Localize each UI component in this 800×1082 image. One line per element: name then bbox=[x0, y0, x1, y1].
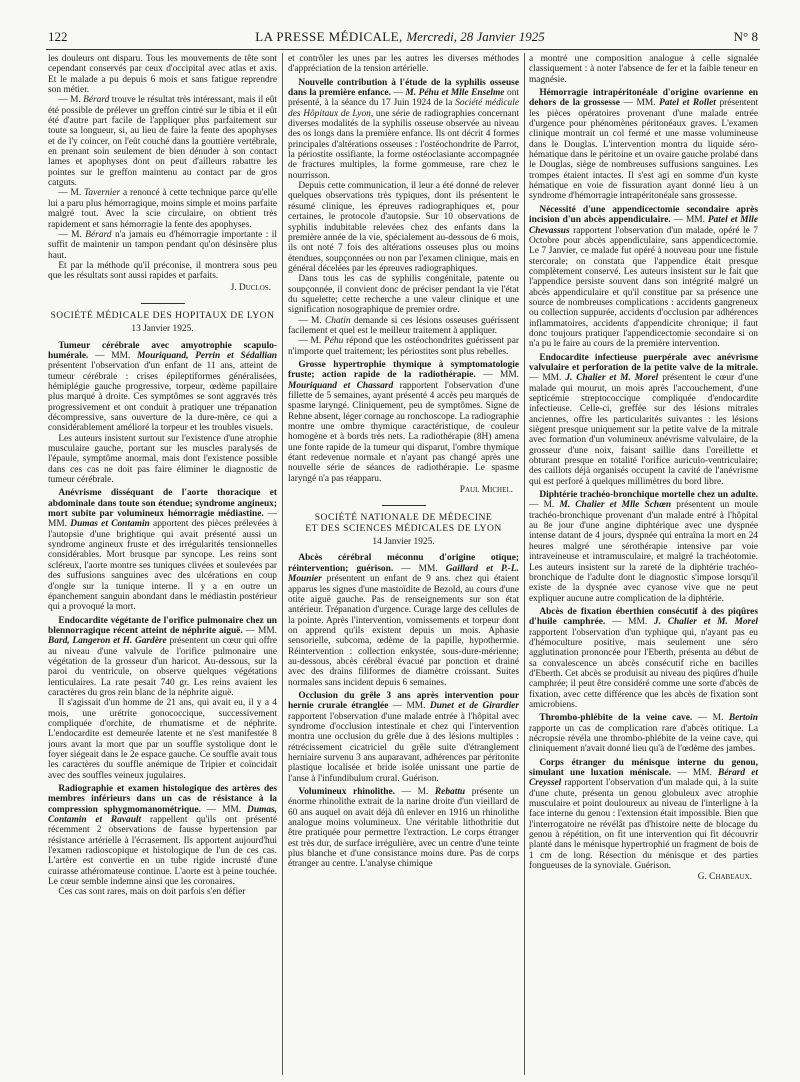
text-run: — MM. bbox=[48, 509, 277, 530]
session-date: 14 Janvier 1925. bbox=[372, 537, 435, 548]
paragraph-title: Endocardite infectieuse puerpérale avec anévrisme valvulaire et perforation de la petite valve de la mitrale. bbox=[529, 352, 758, 373]
session-date: 13 Janvier 1925. bbox=[131, 324, 194, 335]
author-names: Dunet et de Girardier bbox=[429, 701, 519, 712]
text-run: — M. bbox=[58, 95, 84, 106]
section-heading-line: SOCIÉTÉ MÉDICALE DES HOPITAUX DE LYON bbox=[50, 309, 275, 321]
paragraph bbox=[48, 784, 277, 887]
paragraph-title: Abcès cérébral méconnu d'origine otique; réintervention; guérison. bbox=[288, 553, 519, 574]
paragraph bbox=[529, 88, 758, 202]
author-names: Bard, Langeron et H. Gardère bbox=[48, 636, 167, 647]
paragraph-title: Hémorragie intrapéritonéale d'origine ovarienne en dehors de la grossesse bbox=[529, 88, 758, 109]
text-run: — MM. bbox=[242, 625, 277, 636]
text-run: — MM. bbox=[670, 215, 708, 226]
text-run: — MM. bbox=[393, 563, 446, 574]
text-run: rapportent l'observation d'un malade qui, à la suite d'une chute, présenta un genou globuleux avec atrophie musculaire et point douloureux au niveau de l'interligne à la face interne du genou : l'extension était impossible. Bien que l'interrogatoire ne révélât pas d'histoire nette de blocage du genou à répétition, on fit une intervention qui fit découvrir planté dans le ménisque hypertrophié un fragment de bois de 1 cm de long. Résection du ménisque et des parties fongueuses de la synoviale. Guérison. bbox=[529, 778, 758, 872]
column-left bbox=[48, 54, 277, 1076]
italic-run: Bérard bbox=[83, 95, 110, 106]
column-divider bbox=[282, 53, 283, 1075]
section-heading-line: SOCIÉTÉ NATIONALE DE MÉDECINE bbox=[314, 512, 493, 524]
author-names: Patel et Rollet bbox=[659, 98, 716, 109]
text-run: présentent un cœur qui offre au niveau d'une valvule de l'orifice pulmonaire une végétation de la grosseur d'un haricot. Au-dessous, sur la paroi du ventricule, on observe quelques végétations lenticulaires. La rate pesait 740 gr. Les reins avaient les caractères du gros rein blanc de la néphrite aiguë. bbox=[48, 636, 277, 698]
paragraph bbox=[288, 54, 519, 75]
section-heading bbox=[288, 505, 519, 534]
paragraph-title: Tumeur cérébrale avec amyotrophie scapulo-humérale. bbox=[48, 340, 277, 361]
author-names: Mouriquand, Perrin et Sédallian bbox=[137, 350, 277, 361]
paragraph bbox=[288, 336, 519, 357]
paragraph bbox=[48, 95, 277, 188]
paragraph-title: Grosse hypertrophie thymique à symptomatologie fruste; action rapide de la radiothérapie. bbox=[288, 359, 519, 381]
text-run: rapportent l'observation d'une malade entrée à l'hôpital avec syndrome d'occlusion intestinale et chez qui l'intervention montra une occlusion du grêle due à des lésions multiples : rétrécissement cicatriciel du grêle suite d'étranglement herniaire survenu 3 ans auparavant, adhérences par péritonite plastique localisée et bride isolée unissant une partie de l'anse à l'infundibulum crural. Guérison. bbox=[288, 711, 519, 784]
text-run: — MM. bbox=[619, 98, 660, 109]
paragraph bbox=[288, 360, 519, 484]
author-names: Bérard et Creyssel bbox=[529, 768, 758, 789]
paragraph bbox=[48, 434, 277, 486]
paragraph-title: Anévrisme disséquant de l'aorte thoracique et abdominale dans toute son étendue; syndrome angineux; mort subite par volumineux hémorragie médiastine. bbox=[48, 488, 277, 520]
text-run: Ces cas sont rares, mais on doit parfois s'en défier bbox=[58, 887, 246, 898]
paragraph bbox=[288, 316, 519, 337]
paragraph-title: Abcès de fixation éberthien consécutif à des piqûres d'huile camphrée. bbox=[529, 606, 758, 628]
author-names: Patel et Mlle Chevassus bbox=[529, 215, 758, 236]
paragraph-title: Thrombo-phlébite de la veine cave. bbox=[539, 713, 693, 724]
text-run: rapporte un cas de complication rare d'abcès otitique. La nécropsie révéla une thrombo-phlébite de la veine cave, qui cliniquement n'avait donné lieu qu'à de l'œdème des jambes. bbox=[529, 723, 758, 755]
text-run: Depuis cette communication, il leur a été donné de relever quelques observations très typiques, dont ils présentent le résumé clinique, les épreuves radiographiques et, pour certaines, le protocole d'autopsie. Sur 10 observations de syphilis indubitable relevées chez des enfants dans la première année de la vie, spécialement au-dessous de 6 mois, ils ont noté 7 fois des altérations osseuses plus ou moins étendues, soupçonnées ou non par l'examen clinique, mais en général décelées par les épreuves radiographiques. bbox=[288, 181, 519, 274]
text-run: rappellent qu'ils ont présenté récemment 2 observations de fausse hypertension par résistance artérielle à l'écrasement. Ils apportent aujourd'hui l'examen radioscopique et histologique de l'un de ces cas. L'artère est convertie en un tube rigide incrusté d'une cuirasse athéromateuse continue. L'aorte est à peine touchée. Le cœur semble indemne ainsi que les coronaires. bbox=[48, 815, 277, 888]
column-middle bbox=[288, 54, 519, 1076]
text-run: et contrôler les unes par les autres les diverses méthodes d'appréciation de la tension artérielle. bbox=[288, 54, 519, 75]
text-run: — M. bbox=[692, 713, 729, 724]
section-heading bbox=[48, 303, 277, 321]
paragraph bbox=[529, 205, 758, 350]
text-run: — MM. bbox=[88, 350, 138, 361]
paragraph bbox=[288, 181, 519, 274]
paragraph-title: Corps étranger du ménisque interne du genou, simulant une luxation méniscale. bbox=[529, 757, 758, 779]
paragraph bbox=[48, 341, 277, 434]
text-run: apportent des pièces prélevées à l'autopsie d'une brightique qui avait présenté aussi un syndrome angineux fruste et des irrégularités tensionnelles considérables. Mort brusque par syncope. Les reins sont scléreux, l'aorte montre ses tuniques clivées et soulevées par des suffusions sanguines avec des ulcérations en coup d'ongle sur la tunique interne. Il y a en outre un épanchement sanguin abondant dans le médiastin postérieur qui a provoqué la mort. bbox=[48, 519, 277, 613]
paragraph-title: Endocardite végétante de l'orifice pulmonaire chez un blennorragique récent atteint de néphrite aiguë. bbox=[48, 615, 277, 636]
text-run: présentent un enfant de 9 ans. chez qui étaient apparus les signes d'une mastoïdite de Bezold, au cours d'une otite aiguë gauche. Pas de renseignements sur son état antérieur. Trépanation d'urgence. Curage large des cellules de la pointe. Après l'intervention, vomissements et torpeur dont on apprend qu'ils existent depuis un mois. Aphasie sensorielle, subcoma, œdème de la papille, hypothermie. Réintervention : collection enkystée, sous-dure-mérienne; au-dessous, abcès cérébral évacué par ponction et drainé avec des drains filiformes de diamètre croissant. Suites normales sans incident depuis 6 semaines. bbox=[288, 574, 519, 688]
column-right bbox=[529, 54, 758, 1076]
text-run: — MM. bbox=[388, 701, 430, 712]
text-run: — M. bbox=[395, 787, 435, 798]
text-run: les douleurs ont disparu. Tous les mouvements de tête sont cependant conservés par ceux d'occipital avec atlas et axis. Et le malade a pu depuis 6 mois et sans fatigue reprendre son métier. bbox=[48, 54, 277, 96]
paragraph-title: Occlusion du grêle 3 ans après intervention pour hernie crurale étranglée bbox=[288, 690, 519, 712]
paragraph bbox=[48, 887, 277, 897]
paragraph-title: Nouvelle contribution à l'étude de la syphilis osseuse dans la première enfance. bbox=[288, 77, 519, 99]
italic-run: Société médicale des Hôpitaux de Lyon bbox=[288, 98, 519, 119]
author-names: Gaillard et P.-L. Mounier bbox=[288, 563, 519, 585]
paragraph-title: Radiographie et examen histologique des artères des membres inférieurs dans un cas de résistance à la compression sphygmomanométrique. bbox=[48, 784, 277, 815]
paragraph-title: Volumineux rhinolithe. bbox=[298, 787, 395, 798]
text-run: n'a jamais eu d'hémorragie importante : il suffit de maintenir un tampon pendant qu'on désinsère plus haut. bbox=[48, 229, 277, 261]
section-heading-line: ET DES SCIENCES MÉDICALES DE LYON bbox=[305, 522, 502, 534]
paragraph bbox=[529, 713, 758, 754]
text-run: présentent les pièces opératoires provenant d'une malade entrée d'urgence pour phénomènes péritonéaux graves. L'examen clinique montrait un col fermé et une masse volumineuse dans le Douglas. L'intervention montra du liquide séro-hématique dans le péritoine et un ovaire gauche prolabé dans le Douglas, siège de nombreuses suffusions sanguines. Les trompes étaient intactes. Il s'est agi en somme d'un kyste hématique en voie de fissuration ayant donné lieu à un syndrome d'hémorragie intrapéritonéale sans grossesse. bbox=[529, 98, 758, 202]
paragraph-title: Diphtérie trachéo-bronchique mortelle chez un adulte. bbox=[539, 490, 758, 501]
paragraph bbox=[48, 188, 277, 229]
italic-run: Tavernier bbox=[84, 188, 121, 199]
text-run: présentent un moule trachéo-bronchique provenant d'un malade entré à l'hôpital au 8e jour d'une angine diphtérique avec une dyspnée intense datant de 4 jours, dyspnée qui entraîna la mort en 24 heures malgré une sérothérapie intensive par voie intraveineuse et intramusculaire, et malgré la trachéotomie. Les auteurs insistent sur la rareté de la diphtérie trachéo-bronchique de l'adulte dont le diagnostic s'impose lorsqu'il existe de la dyspnée avec cyanose vive que ne peut expliquer aucune autre complication de la diphtérie. bbox=[529, 500, 758, 604]
paragraph bbox=[48, 616, 277, 699]
paragraph bbox=[529, 353, 758, 487]
text-run: présentent le cœur d'une malade qui mourut, un mois après l'accouchement, d'une septicémie streptococcique compliquée d'endocardite infectieuse. Celle-ci, greffée sur des lésions mitrales anciennes, offre les particularités suivantes : les lésions siègent presque uniquement sur la petite valve de la mitrale avec formation d'un volumineux anévrisme valvulaire, de la grosseur d'une noix, faisant saillie dans l'oreillette et obturant presque en totalité l'orifice auriculo-ventriculaire; des caillots déjà organisés occupent la cavité de l'anévrisme qui est perforé à quelques millimètres du bord libre. bbox=[529, 373, 758, 487]
text-run: — bbox=[390, 88, 406, 99]
paragraph bbox=[48, 54, 277, 95]
header-rule bbox=[46, 49, 760, 50]
text-run: — M. bbox=[58, 229, 86, 240]
text-run: présente un énorme rhinolithe extrait de la narine droite d'un vieillard de 60 ans auquel on avait déjà dû enlever en 1916 un rhinolithe analogue moins volumineux. Une véritable lithothritie dut être pratiquée pour permettre l'extraction. Le corps étranger est très dur, de surface irrégulière, avec un centre d'une teinte plus blanche et d'une consistance moins dure. Pas de corps étranger au centre. L'analyse chimique bbox=[288, 787, 519, 870]
text-run: — M. bbox=[298, 336, 325, 347]
author-names: M. Chalier et Mlle Schœn bbox=[559, 500, 672, 511]
author-names: Dumas, Contamin et Ravault bbox=[48, 804, 277, 826]
journal-header bbox=[0, 29, 800, 45]
author-names: Dumas et Contamin bbox=[70, 519, 150, 530]
paragraph bbox=[288, 274, 519, 315]
text-run: demande si ces lésions osseuses guérissent facilement et quel est le meilleur traitement à appliquer. bbox=[288, 315, 519, 336]
text-run: — M. bbox=[298, 315, 326, 326]
column-divider bbox=[524, 53, 525, 1075]
paragraph bbox=[288, 78, 519, 181]
text-run: Et par la méthode qu'il préconise, il montrera sous peu que les résultats sont aussi rapides et parfaits. bbox=[48, 260, 277, 282]
paragraph bbox=[48, 488, 277, 612]
text-run: — MM. bbox=[475, 370, 519, 381]
text-run: — M. bbox=[529, 500, 560, 511]
page-number: 122 bbox=[48, 29, 68, 44]
paragraph bbox=[529, 490, 758, 604]
author-names: J. Chalier et M. Morel bbox=[565, 373, 659, 384]
author-names: Bertoin bbox=[728, 713, 758, 724]
italic-run: Péhu bbox=[324, 336, 344, 347]
paragraph bbox=[529, 607, 758, 710]
text-run: ont présenté, à la séance du 17 Juin 1924 de la bbox=[288, 88, 519, 109]
signature: J. Duclos. bbox=[230, 282, 271, 293]
paragraph bbox=[529, 758, 758, 872]
text-run: — MM. bbox=[529, 373, 566, 384]
text-run: , une série de radiographies concernant diverses modalités de la syphilis osseuse observée au niveau des os longs dans la première enfance. Ils ont décrit 4 formes principales d'altérations osseuses : l'ostéochondrite de Parrot, la périostite ossifiante, la forme ostéoclasiante accompagnée de fractures multiples, la forme gommeuse, rare chez le nourrisson. bbox=[288, 108, 519, 181]
text-run: présentent l'observation d'un enfant de 11 ans, atteint de tumeur cérébrale : crises épileptiformes généralisées, hémiplégie gauche progressive, torpeur, œdème papillaire plus marqué à droite. Ces symptômes se sont aggravés très progressivement et ont conduit à pratiquer une trépanation décompressive, sans ouverture de la dure-mère, ce qui a considérablement amélioré la torpeur et les troubles visuels. bbox=[48, 361, 277, 434]
paragraph bbox=[288, 553, 519, 687]
text-run: — MM. bbox=[671, 768, 718, 779]
text-run: rapportent l'observation d'un malade, opéré le 7 Octobre pour abcès appendiculaire, sans appendicectomie. Le 7 Janvier, ce malade fut opéré à nouveau pour une fistule stercorale; on constata que l'appendice était presque complètement conservé. Les auteurs insistent sur le fait que l'appendice persiste souvent dans son intégrité malgré un abcès appendiculaire et qu'il constitue par sa présence une source de nombreuses complications : accidents gangreneux ou collection suppurée, accidents d'occlusion par adhérences inflammatoires, accidents d'appendicite chronique; il faut donc toujours pratiquer l'appendicectomie secondaire si on n'a pu le faire au cours de la première intervention. bbox=[529, 225, 758, 350]
italic-run: Bérard bbox=[85, 229, 112, 240]
author-names: J. Chalier et M. Morel bbox=[653, 617, 758, 628]
author-names: Rebattu bbox=[434, 787, 466, 798]
issue-number: N° 8 bbox=[733, 29, 758, 44]
text-run: — MM. bbox=[200, 804, 248, 815]
text-run: Il s'agissait d'un homme de 21 ans, qui avait eu, il y a 4 mois, une urétrite gonococcique, successivement compliquée d'orchite, de rhumatisme et de néphrite. L'endocardite est demeurée latente et ne s'est manifestée 8 jours avant la mort que par un souffle systolique dont le foyer siégeait dans le 2e espace gauche. Ce souffle avait tous les caractères du souffle anémique de Tripier et coïncidait avec des souffles veineux jugulaires. bbox=[48, 698, 277, 781]
signature: Paul Michel. bbox=[459, 485, 513, 496]
paragraph bbox=[48, 230, 277, 261]
paragraph bbox=[529, 54, 758, 85]
text-run: rapportent l'observation d'un typhique qui, n'ayant pas eu d'hémoculture positive, mais seulement une séro agglutination prononcée pour l'Eberth, présenta au début de sa convalescence un abcès consécutif riche en bacilles d'Eberth. Cet abcès se produisit au niveau des piqûres d'huile camphrée; il peut être considéré comme une sorte d'abcès de fixation, avec cette différence que les abcès de fixation sont amicrobiens. bbox=[529, 627, 758, 710]
text-run: a montré une composition analogue à celle signalée classiquement : à noter l'absence de fer et la faible teneur en magnésie. bbox=[529, 54, 758, 85]
paragraph bbox=[288, 787, 519, 870]
paragraph bbox=[48, 261, 277, 282]
paragraph-title: Nécessité d'une appendicectomie secondaire après incision d'un abcès appendiculaire. bbox=[529, 204, 758, 226]
text-run: — MM. bbox=[605, 617, 654, 628]
author-names: Mouriquand et Chassard bbox=[288, 380, 394, 391]
text-run: Les auteurs insistent surtout sur l'existence d'une atrophie musculaire gauche, portant sur les muscles paralysés de l'épaule, symptôme anormal, mais dont l'existence possible dans ces cas ne doit pas faire éliminer le diagnostic de tumeur cérébrale. bbox=[48, 433, 277, 486]
signature: G. Chabeaux. bbox=[697, 872, 752, 883]
text-run: répond que les ostéochondrites guérissent par n'importe quel traitement; les périostites sont plus rebelles. bbox=[288, 336, 519, 357]
text-run: Dans tous les cas de syphilis congénitale, patente ou soupçonnée, il convient donc de préciser pendant la vie l'état du squelette; cette recherche a une valeur clinique et une signification nosographique de premier ordre. bbox=[288, 274, 519, 316]
paragraph bbox=[48, 698, 277, 781]
paragraph bbox=[288, 691, 519, 784]
italic-run: Chatin bbox=[325, 315, 351, 326]
text-run: a renoncé à cette technique parce qu'elle lui a paru plus hémorragique, moins simple et moins parfaite malgré tout. Avec la scie circulaire, on obtient très rapidement et sans hémorragie la fente des apophyses. bbox=[48, 188, 277, 230]
issue-date: Mercredi, 28 Janvier 1925 bbox=[406, 29, 545, 44]
text-run: rapportent l'observation d'une fillette de 5 semaines, ayant présenté 4 accès peu marqués de spasme laryngé. Cliniquement, peu de symptômes. Signe de Rehne absent, léger cornage au ronchoscope. La radiographie montre une ombre thymique caractéristique, de couleur homogène et à bords très nets. La radiothérapie (8H) amena une fonte rapide de la tumeur qui disparut, l'ombre thymique étant redevenue normale et n'ayant pas changé après une nouvelle série de séances de radiothérapie. Le spasme laryngé n'a pas réapparu. bbox=[288, 380, 519, 484]
text-run: — M. bbox=[58, 188, 85, 199]
text-run: trouve le résultat très intéressant, mais il eût été possible de prélever un greffon cintré sur le tibia et il eût été d'autre part facile de l'appliquer plus parfaitement sur toute sa longueur, si, au lieu de faire la fente des apophyses et de l'y coincer, on l'eût couché dans la gouttière vertébrale, en prenant soin seulement de bien dénuder à son contact lames et apophyses dont on peut d'ailleurs rabattre les pointes sur le greffon maintenu au contact par de gros catguts. bbox=[48, 95, 277, 189]
journal-title: LA PRESSE MÉDICALE, bbox=[255, 29, 403, 44]
author-names: M. Péhu et Mlle Enselme bbox=[405, 88, 505, 99]
